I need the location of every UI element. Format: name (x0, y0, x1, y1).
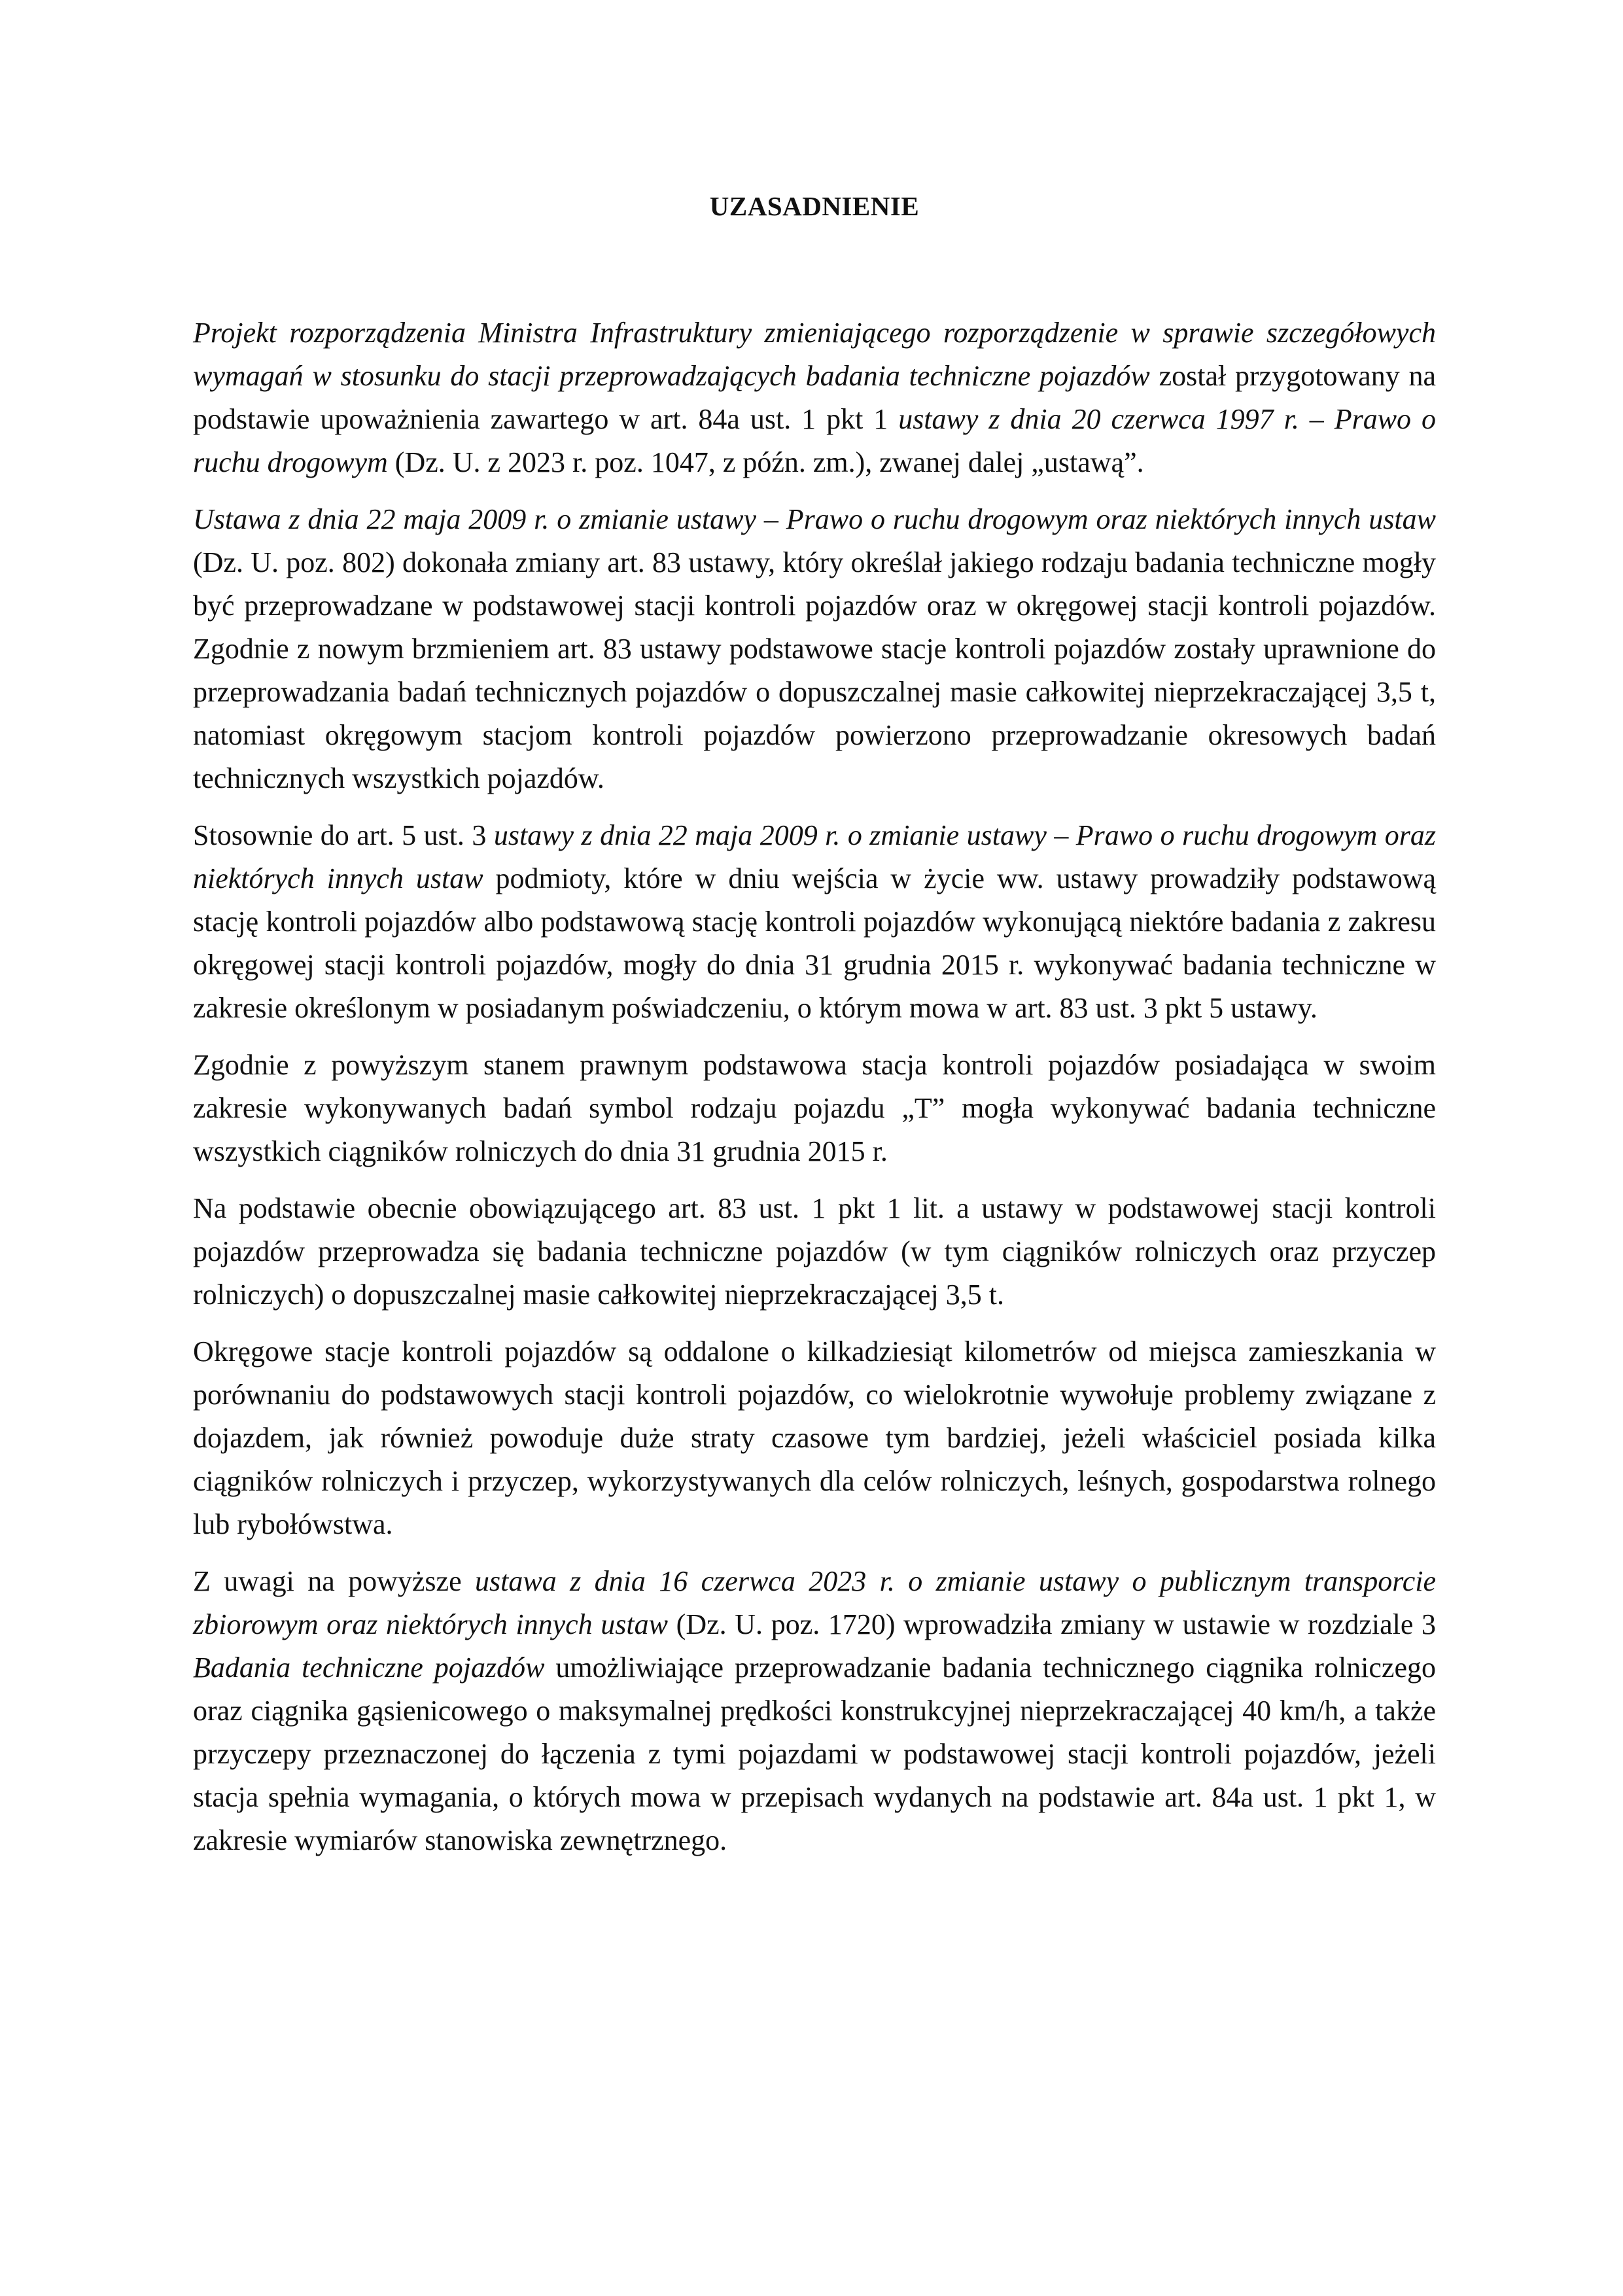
text-segment: Okręgowe stacje kontroli pojazdów są oddalone o kilkadziesiąt kilometrów od miejsca zamieszkania w porównaniu do podstawowych stacji kontroli pojazdów, co wielokrotnie wywołuje problemy związane z dojazdem, jak również powoduje duże straty czasowe tym bardziej, jeżeli właściciel posiada kilka ciągników rolniczych i przyczep, wykorzystywanych dla celów rolniczych, leśnych, gospodarstwa rolnego lub rybołówstwa. (193, 1335, 1436, 1540)
text-segment: (Dz. U. poz. 1720) wprowadziła zmiany w ustawie w rozdziale 3 (668, 1608, 1437, 1640)
paragraph (193, 1560, 1436, 1862)
document-title: UZASADNIENIE (709, 191, 920, 221)
italic-text-segment: ustawy z dnia 22 maja 2009 r. o zmianie ustawy – Prawo o ruchu drogowym oraz niektórych innych ustaw (193, 819, 1436, 894)
text-segment: umożliwiające przeprowadzanie badania technicznego ciągnika rolniczego oraz ciągnika gąsienicowego o maksymalnej prędkości konstrukcyjnej nieprzekraczającej 40 km/h, a także przyczepy przeznaczonej do łączenia z tymi pojazdami w podstawowej stacji kontroli pojazdów, jeżeli stacja spełnia wymagania, o których mowa w przepisach wydanych na podstawie art. 84a ust. 1 pkt 1, w zakresie wymiarów stanowiska zewnętrznego. (193, 1651, 1436, 1856)
paragraph (193, 498, 1436, 800)
italic-text-segment: Ustawa z dnia 22 maja 2009 r. o zmianie ustawy – Prawo o ruchu drogowym oraz niektórych innych ustaw (193, 503, 1436, 535)
text-segment: Zgodnie z powyższym stanem prawnym podstawowa stacja kontroli pojazdów posiadająca w swoim zakresie wykonywanych badań symbol rodzaju pojazdu „T” mogła wykonywać badania techniczne wszystkich ciągników rolniczych do dnia 31 grudnia 2015 r. (193, 1049, 1436, 1167)
paragraph (193, 1187, 1436, 1316)
text-segment: podmioty, które w dniu wejścia w życie ww. ustawy prowadziły podstawową stację kontroli pojazdów albo podstawową stację kontroli pojazdów wykonującą niektóre badania z zakresu okręgowej stacji kontroli pojazdów, mogły do dnia 31 grudnia 2015 r. wykonywać badania techniczne w zakresie określonym w posiadanym poświadczeniu, o którym mowa w art. 83 ust. 3 pkt 5 ustawy. (193, 862, 1437, 1024)
document-body (193, 311, 1436, 1862)
text-segment: (Dz. U. poz. 802) dokonała zmiany art. 83 ustawy, który określał jakiego rodzaju badania techniczne mogły być przeprowadzane w podstawowej stacji kontroli pojazdów oraz w okręgowej stacji kontroli pojazdów. Zgodnie z nowym brzmieniem art. 83 ustawy podstawowe stacje kontroli pojazdów zostały uprawnione do przeprowadzania badań technicznych pojazdów o dopuszczalnej masie całkowitej nieprzekraczającej 3,5 t, natomiast okręgowym stacjom kontroli pojazdów powierzono przeprowadzanie okresowych badań technicznych wszystkich pojazdów. (193, 546, 1436, 794)
italic-text-segment: ustawy z dnia 20 czerwca 1997 r. – Prawo o ruchu drogowym (193, 403, 1436, 478)
italic-text-segment: ustawa z dnia 16 czerwca 2023 r. o zmianie ustawy o publicznym transporcie zbiorowym oraz niektórych innych ustaw (193, 1565, 1436, 1640)
paragraph (193, 1330, 1436, 1546)
paragraph (193, 1044, 1436, 1173)
text-segment: Z uwagi na powyższe (193, 1565, 476, 1597)
text-segment: został przygotowany na podstawie upoważnienia zawartego w art. 84a ust. 1 pkt 1 (193, 360, 1437, 435)
italic-text-segment: Badania techniczne pojazdów (193, 1651, 545, 1684)
paragraph (193, 814, 1436, 1030)
paragraph (193, 311, 1436, 484)
document-page (193, 190, 1436, 1876)
text-segment: Stosownie do art. 5 ust. 3 (193, 819, 494, 851)
text-segment: Na podstawie obecnie obowiązującego art. 83 ust. 1 pkt 1 lit. a ustawy w podstawowej stacji kontroli pojazdów przeprowadza się badania techniczne pojazdów (w tym ciągników rolniczych oraz przyczep rolniczych) o dopuszczalnej masie całkowitej nieprzekraczającej 3,5 t. (193, 1192, 1436, 1311)
italic-text-segment: Projekt rozporządzenia Ministra Infrastruktury zmieniającego rozporządzenie w sprawie szczegółowych wymagań w stosunku do stacji przeprowadzających badania techniczne pojazdów (193, 317, 1436, 392)
text-segment: (Dz. U. z 2023 r. poz. 1047, z późn. zm.), zwanej dalej „ustawą”. (387, 446, 1144, 478)
